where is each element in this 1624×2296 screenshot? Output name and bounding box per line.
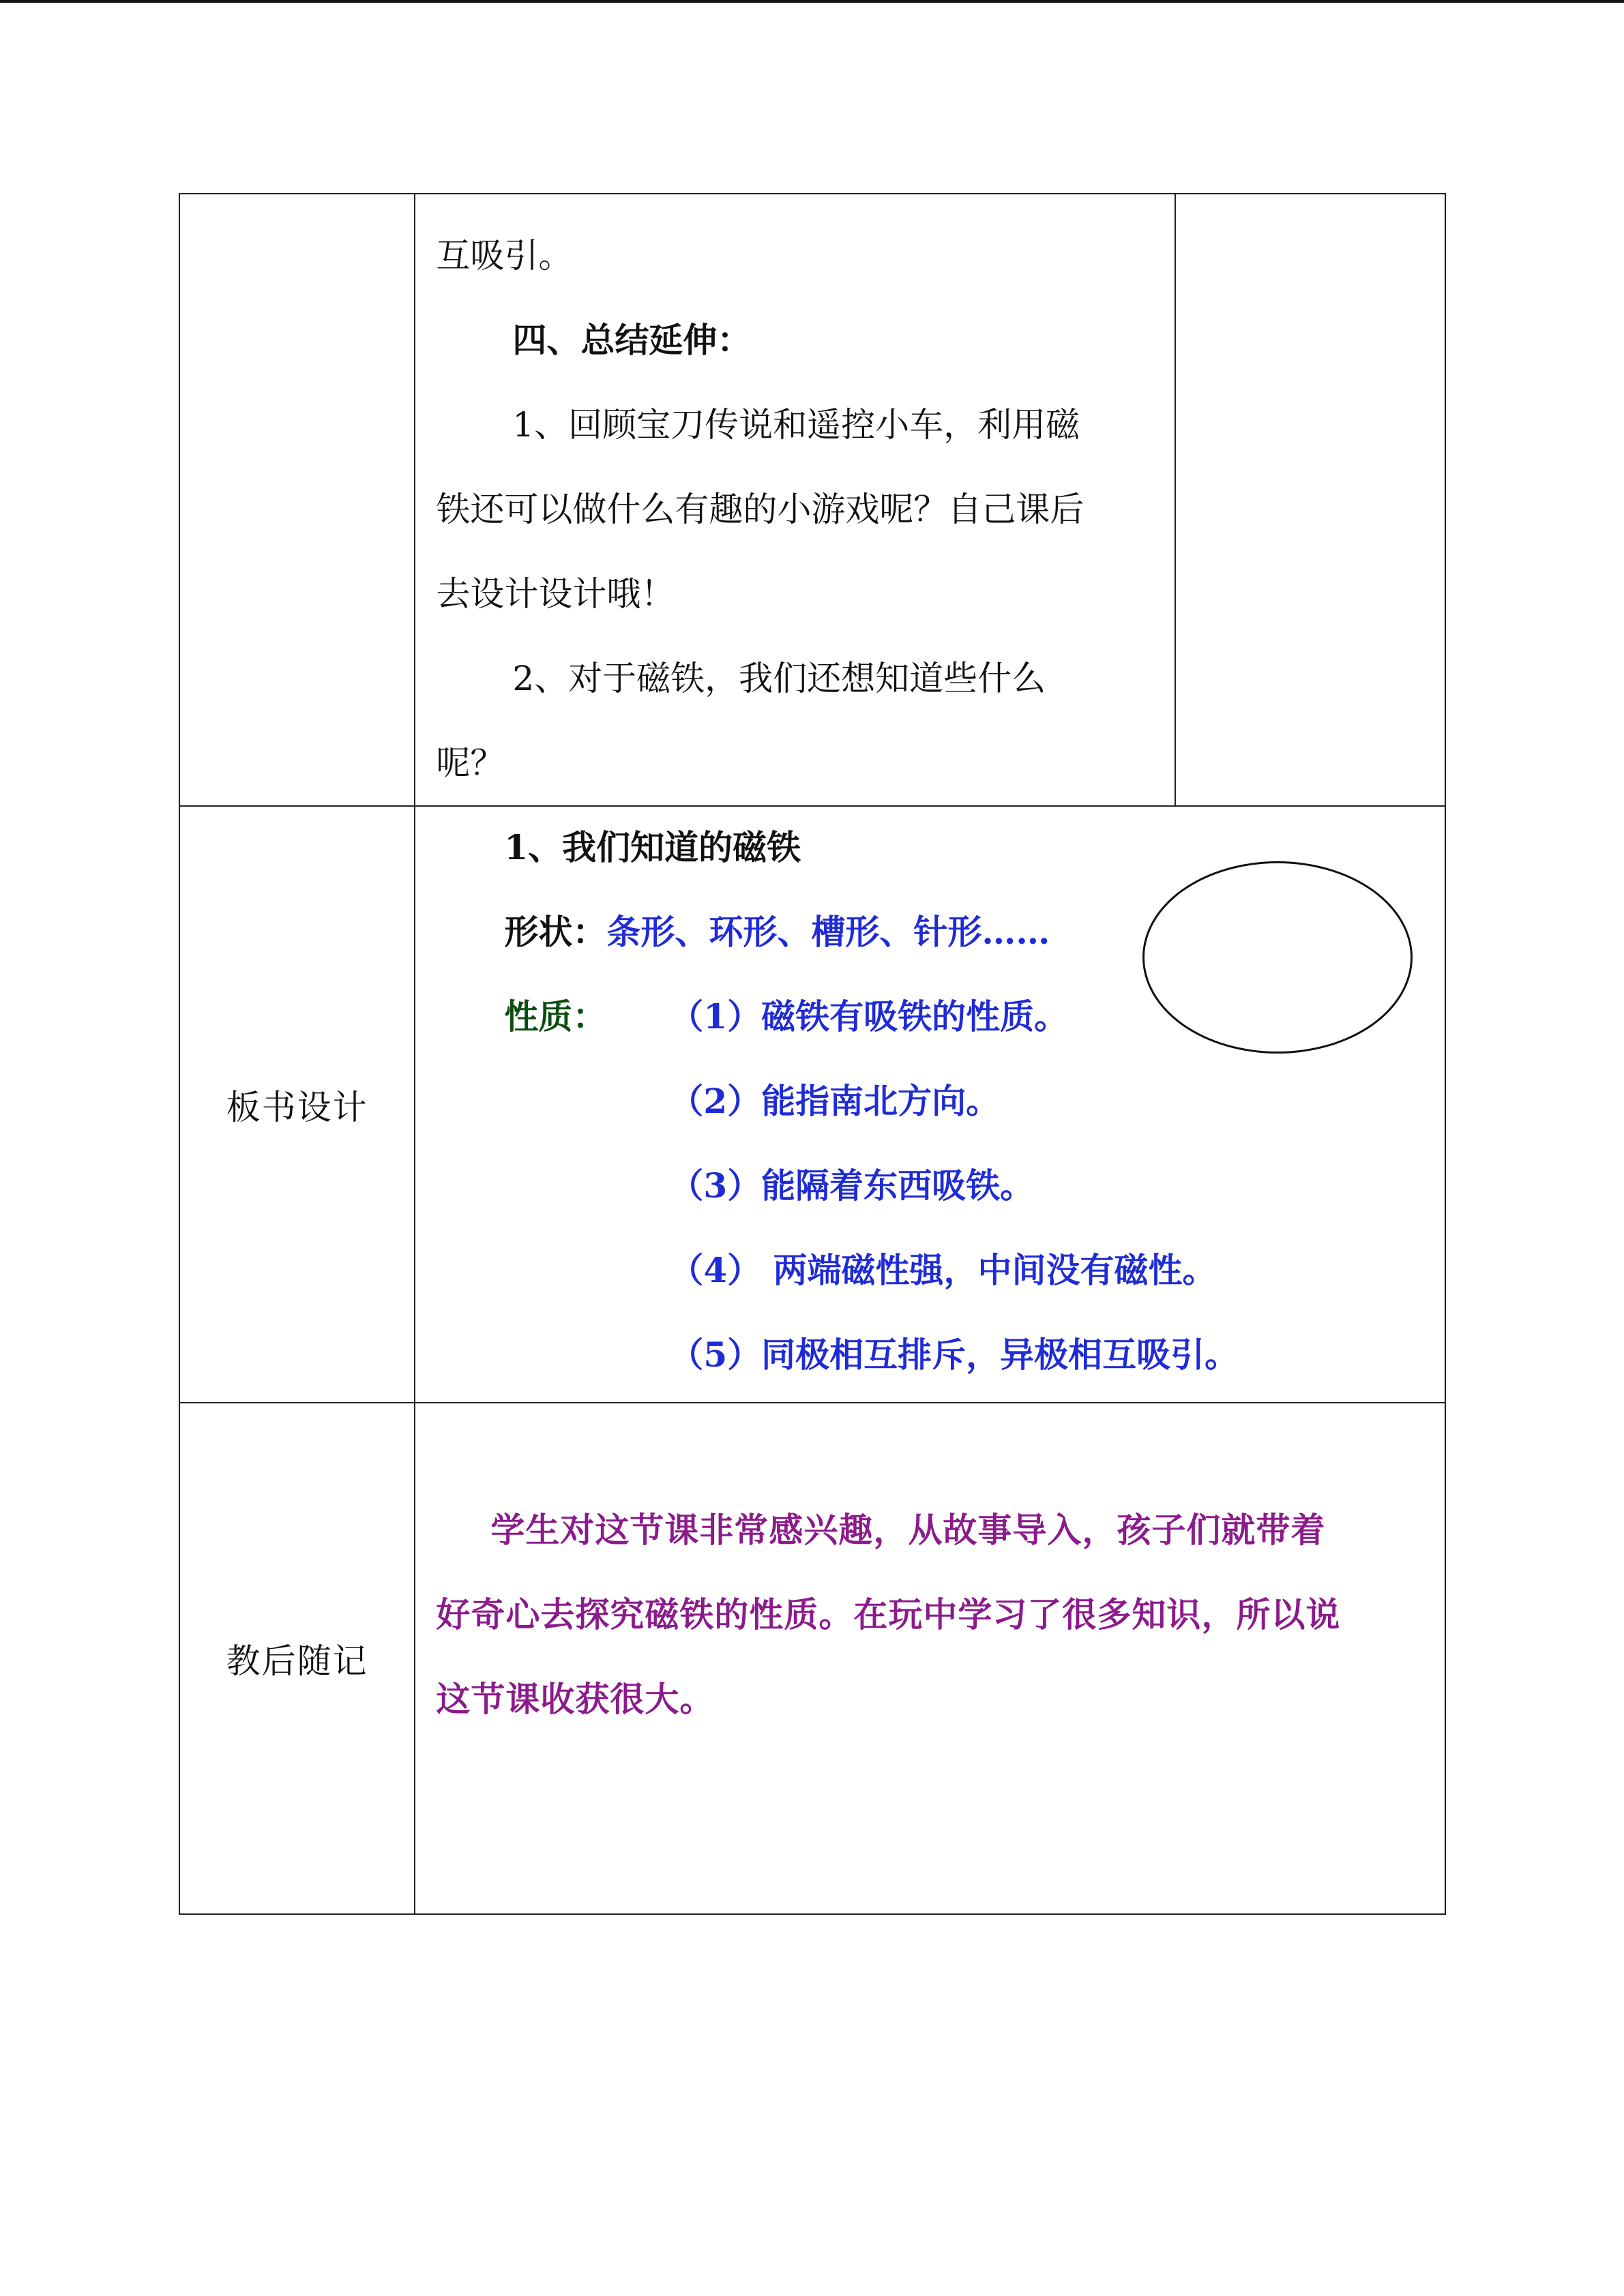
property-item-4: （4） 两端磁性强，中间没有磁性。 [669, 1250, 1217, 1290]
property-item-3: （3）能隔着东西吸铁。 [669, 1165, 1035, 1206]
property-item-5: （5）同极相互排斥，异极相互吸引。 [669, 1335, 1239, 1375]
continuation-line: 互吸引。 [436, 236, 573, 275]
summary-item-1-line-3: 去设计设计哦！ [436, 574, 675, 614]
reflection-label: 教后随记 [179, 1403, 415, 1914]
top-border-line [0, 0, 1624, 3]
reflection-cell [415, 1403, 1445, 1914]
summary-heading: 四、总结延伸： [512, 320, 752, 360]
process-content-cell [415, 194, 1175, 806]
board-title: 1、我们知道的磁铁 [504, 827, 801, 867]
reflection-line-1: 学生对这节课非常感兴趣，从故事导入，孩子们就带着 [490, 1510, 1326, 1550]
shape-values: 条形、环形、槽形、针形…… [606, 912, 1050, 952]
oval-shape [1142, 861, 1413, 1054]
property-item-1: （1）磁铁有吸铁的性质。 [669, 996, 1069, 1037]
lesson-plan-table [179, 193, 1446, 1915]
shape-row [504, 905, 1050, 954]
reflection-line-3: 这节课收获很大。 [436, 1679, 715, 1719]
board-design-row [179, 806, 1445, 1403]
reflection-line-2: 好奇心去探究磁铁的性质。在玩中学习了很多知识，所以说 [436, 1594, 1341, 1635]
process-row [179, 194, 1445, 806]
property-label: 性质： [504, 996, 607, 1037]
property-item-2: （2）能指南北方向。 [669, 1081, 1001, 1121]
process-label-cell [179, 194, 415, 806]
summary-item-2-line-1: 2、对于磁铁，我们还想知道些什么 [512, 659, 1046, 698]
board-design-label: 板书设计 [179, 806, 415, 1403]
reflection-row [179, 1403, 1445, 1914]
process-note-cell [1175, 194, 1445, 806]
shape-label: 形状： [504, 912, 607, 952]
summary-item-1-line-1: 1、回顾宝刀传说和遥控小车，利用磁 [512, 405, 1080, 445]
board-design-cell [415, 806, 1445, 1403]
summary-item-1-line-2: 铁还可以做什么有趣的小游戏呢？自己课后 [436, 490, 1084, 529]
summary-item-2-line-2: 呢？ [436, 743, 505, 783]
